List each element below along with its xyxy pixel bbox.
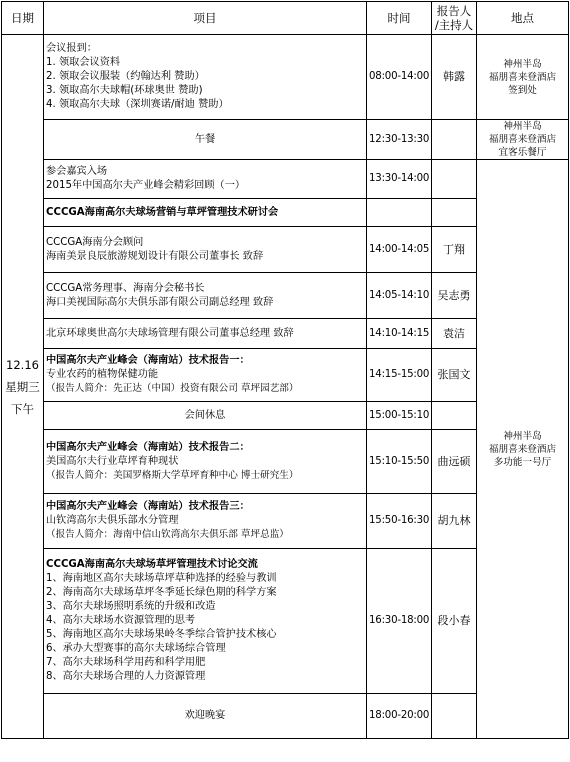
time-cell: 14:15-15:00 — [367, 349, 432, 402]
report-title: 中国高尔夫产业峰会（海南站）技术报告二： — [46, 441, 250, 453]
time-cell: 15:10-15:50 — [367, 430, 432, 494]
location-cell — [477, 160, 569, 739]
reporter-cell — [432, 402, 477, 430]
item-line: 1、海南地区高尔夫球场草坪草种选择的经验与教训 — [46, 573, 277, 584]
date-day: 12.16 — [6, 357, 39, 372]
reporter-cell: 曲远硕 — [432, 430, 477, 494]
item-line: 7、高尔夫球场科学用药和科学用肥 — [46, 657, 206, 668]
reporter-cell: 段小春 — [432, 549, 477, 694]
time-cell: 18:00-20:00 — [367, 694, 432, 739]
date-period: 下午 — [11, 401, 34, 416]
reporter-cell: 胡九林 — [432, 494, 477, 549]
item-line: 8、高尔夫球场合理的人力资源管理 — [46, 671, 206, 682]
time-cell: 15:50-16:30 — [367, 494, 432, 549]
item-line: （报告人简介：先正达（中国）投资有限公司 草坪园艺部） — [46, 383, 299, 394]
header-reporter — [432, 2, 477, 35]
item-line: 会间休息 — [184, 409, 226, 421]
item-line: 5、海南地区高尔夫球场果岭冬季综合管护技术核心 — [46, 629, 277, 640]
time-cell: 15:00-15:10 — [367, 402, 432, 430]
item-line: 欢迎晚宴 — [184, 710, 226, 721]
item-line: 6、承办大型赛事的高尔夫球场综合管理 — [46, 643, 226, 654]
location-line: 宜客乐餐厅 — [498, 147, 547, 158]
header-reporter-line2: /主持人 — [434, 18, 474, 32]
item-cell — [44, 549, 367, 694]
reporter-cell — [432, 120, 477, 160]
item-line: 参会嘉宾入场 — [46, 166, 108, 177]
header-date: 日期 — [2, 2, 44, 35]
header-row — [2, 2, 569, 35]
header-item: 项目 — [44, 2, 367, 35]
time-cell: 14:00-14:05 — [367, 227, 432, 273]
item-cell — [44, 35, 367, 120]
reporter-cell: 张国文 — [432, 349, 477, 402]
location-line: 多功能一号厅 — [493, 456, 552, 468]
time-cell: 14:05-14:10 — [367, 273, 432, 319]
item-line: 2015年中国高尔夫产业峰会精彩回顾（一） — [46, 180, 246, 191]
time-cell: 12:30-13:30 — [367, 120, 432, 160]
item-line: 会议报到： — [46, 43, 97, 54]
item-cell — [44, 273, 367, 319]
date-weekday: 星期三 — [5, 379, 40, 394]
item-line: 北京环球奥世高尔夫球场管理有限公司董事总经理 致辞 — [46, 327, 294, 339]
reporter-cell: 丁翔 — [432, 227, 477, 273]
item-line: 海口美视国际高尔夫俱乐部有限公司副总经理 致辞 — [46, 296, 274, 308]
item-line: 1. 领取会议资料 — [46, 57, 121, 68]
item-cell — [44, 402, 367, 430]
header-location: 地点 — [477, 2, 569, 35]
table-row — [2, 160, 569, 199]
location-line: 神州半岛 — [503, 121, 542, 132]
reporter-cell: 韩露 — [432, 35, 477, 120]
item-cell — [44, 319, 367, 349]
location-cell — [477, 120, 569, 160]
date-cell — [2, 35, 44, 739]
item-line: 4、高尔夫球场水资源管理的思考 — [46, 615, 196, 626]
item-line: 2. 领取会议服装（约翰达利 赞助） — [46, 71, 205, 82]
reporter-cell — [432, 160, 477, 199]
time-cell: 08:00-14:00 — [367, 35, 432, 120]
item-line: 山钦湾高尔夫俱乐部水分管理 — [46, 515, 179, 526]
item-line: CCCGA常务理事、海南分会秘书长 — [46, 282, 205, 294]
item-cell — [44, 494, 367, 549]
location-line: 福朋喜来登酒店 — [488, 71, 557, 83]
reporter-cell: 袁洁 — [432, 319, 477, 349]
item-cell — [44, 160, 367, 199]
report-title: 中国高尔夫产业峰会（海南站）技术报告三： — [46, 501, 250, 512]
item-cell — [44, 430, 367, 494]
item-line: CCCGA海南分会顾问 — [46, 236, 144, 248]
item-cell — [44, 227, 367, 273]
item-cell — [44, 694, 367, 739]
reporter-cell: 吴志勇 — [432, 273, 477, 319]
location-line: 神州半岛 — [503, 58, 542, 70]
item-line: 美国高尔夫行业草坪育种现状 — [46, 455, 179, 467]
item-line: CCCGA海南高尔夫球场营销与草坪管理技术研讨会 — [46, 206, 279, 218]
item-line: （报告人简介：美国罗格斯大学草坪育种中心 博士研究生） — [46, 469, 299, 481]
location-line: 神州半岛 — [503, 430, 542, 442]
time-cell — [367, 199, 432, 227]
item-line: 专业农药的植物保健功能 — [46, 369, 159, 380]
location-line: 福朋喜来登酒店 — [488, 134, 557, 145]
item-cell — [44, 120, 367, 160]
item-cell — [44, 349, 367, 402]
time-cell: 14:10-14:15 — [367, 319, 432, 349]
location-cell — [477, 35, 569, 120]
schedule-table — [1, 1, 569, 739]
report-title: 中国高尔夫产业峰会（海南站）技术报告一： — [46, 355, 250, 366]
header-time: 时间 — [367, 2, 432, 35]
item-line: （报告人简介：海南中信山钦湾高尔夫俱乐部 草坪总监） — [46, 529, 289, 540]
header-reporter-line1: 报告人 — [436, 4, 472, 18]
time-cell: 16:30-18:00 — [367, 549, 432, 694]
item-line: 午餐 — [194, 133, 216, 145]
reporter-cell — [432, 694, 477, 739]
discussion-title: CCCGA海南高尔夫球场草坪管理技术讨论交流 — [46, 559, 258, 570]
table-row — [2, 35, 569, 120]
table-row — [2, 120, 569, 160]
location-line: 福朋喜来登酒店 — [488, 443, 557, 455]
item-line: 3、高尔夫球场照明系统的升级和改造 — [46, 601, 216, 612]
location-line: 签到处 — [508, 84, 537, 96]
reporter-cell — [432, 199, 477, 227]
item-line: 海南美景良辰旅游规划设计有限公司董事长 致辞 — [46, 250, 264, 262]
time-cell: 13:30-14:00 — [367, 160, 432, 199]
section-title-cell — [44, 199, 367, 227]
item-line: 2、海南高尔夫球场草坪冬季延长绿色期的科学方案 — [46, 587, 277, 598]
item-line: 3. 领取高尔夫球帽(环球奥世 赞助) — [46, 85, 203, 96]
item-line: 4. 领取高尔夫球（深圳赛诺/耐迪 赞助） — [46, 99, 229, 110]
